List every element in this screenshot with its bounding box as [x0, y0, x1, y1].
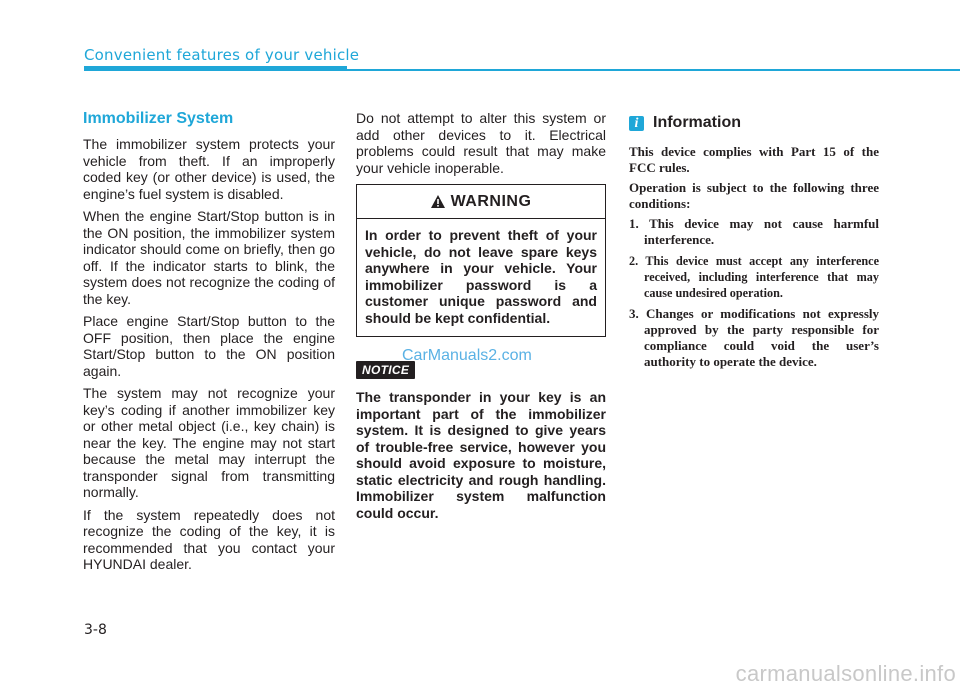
info-conditions-list [629, 216, 879, 370]
warning-box [356, 184, 606, 337]
section-header-title: Convenient features of your vehicle [84, 46, 360, 64]
list-item: 1. This device may not cause harmful interference. [629, 216, 879, 247]
paragraph: When the engine Start/Stop button is in the ON position, the immobilizer system indicator should come on briefly, then go off. If the indicator starts to blink, the system does not recognize the coding of the key. [83, 208, 335, 307]
list-item: 3. Changes or modifications not expressly approved by the party responsible for compliance could void the user’s authority to operate the device. [629, 306, 879, 369]
warning-label: WARNING [450, 192, 532, 210]
warning-header [357, 185, 605, 218]
warning-triangle-icon [431, 195, 445, 208]
header-accent-bar [84, 66, 347, 71]
paragraph: If the system repeatedly does not recognize the coding of the key, it is recommended that you contact your HYUNDAI dealer. [83, 506, 335, 572]
info-header [629, 114, 879, 132]
info-icon: i [629, 116, 644, 131]
paragraph: The system may not recognize your key’s coding if another immobilizer key or other metal object (i.e., key chain) is near the key. The engine may not start because the metal may interrupt the transponder signal from transmitting normally. [83, 385, 335, 500]
column-information [629, 114, 879, 375]
notice-header [356, 347, 606, 383]
list-item: 2. This device must accept any interference received, including interference that may cause undesired operation. [629, 254, 879, 300]
paragraph: Place engine Start/Stop button to the OFF position, then place the engine Start/Stop button to the ON position again. [83, 313, 335, 379]
warning-text: In order to prevent theft of your vehicle, do not leave spare keys anywhere in your vehicle. Your immobilizer password is a customer unique password and should be kept confidential. [357, 218, 605, 336]
paragraph-intro: Do not attempt to alter this system or add other devices to it. Electrical problems could result that may make your vehicle inoperable. [356, 110, 606, 176]
column-immobilizer [83, 110, 335, 579]
info-title: Information [653, 114, 741, 131]
site-watermark: carmanualsonline.info [735, 661, 956, 686]
section-title: Immobilizer System [83, 110, 234, 127]
column-warning-notice [356, 110, 606, 521]
header-rule [347, 69, 960, 71]
notice-badge: NOTICE [356, 361, 415, 379]
watermark: CarManuals2.com [402, 347, 532, 364]
info-paragraph: Operation is subject to the following three conditions: [629, 180, 879, 211]
paragraph: The immobilizer system protects your vehicle from theft. If an improperly coded key (or other device) is used, the engine’s fuel system is disabled. [83, 136, 335, 202]
info-paragraph: This device complies with Part 15 of the FCC rules. [629, 144, 879, 175]
notice-text: The transponder in your key is an important part of the immobilizer system. It is designed to give years of trouble-free service, however you should avoid exposure to moisture, static electricity and rough handling. Immobilizer system malfunction could occur. [356, 389, 606, 521]
page-number: 3-8 [84, 622, 107, 638]
